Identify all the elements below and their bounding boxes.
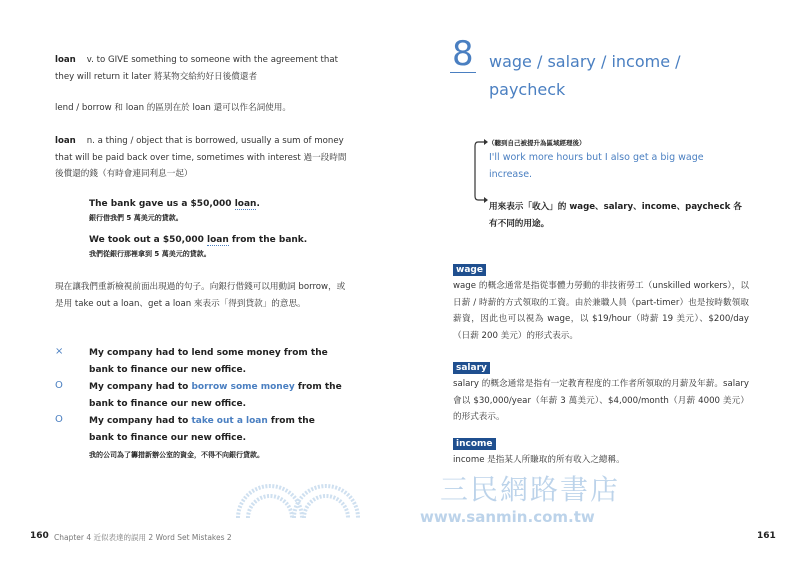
review-paragraph: 現在讓我們重新檢視前面出現過的句子。向銀行借錢可以用動詞 borrow，或是用 take out a loan、get a loan 來表示「得到貸款」的意思。 <box>55 282 346 309</box>
section-number: 8 <box>452 34 474 74</box>
tag-income: income <box>453 438 496 450</box>
page-number-right: 161 <box>757 531 776 541</box>
tag-wage: wage <box>453 264 486 276</box>
definition-text: n. a thing / object that is borrowed, usually a sum of money that will be paid back over time, sometimes with interest 過一段時間後償還的錢（有時會連同利息一起） <box>55 136 347 179</box>
headword: loan <box>55 136 76 146</box>
sentence-correct-1: My company had to borrow some money from the bank to finance our new office. <box>89 382 342 409</box>
watermark-logo <box>228 458 368 518</box>
section-title: wage / salary / income / paycheck <box>489 52 681 99</box>
example-translation: 我們從銀行那裡拿到 5 萬美元的貸款。 <box>89 250 211 258</box>
definition-text: v. to GIVE something to someone with the agreement that they will return it later 將某物交給約好日後償還者 <box>55 55 338 82</box>
definition-noun <box>55 133 350 183</box>
correct-mark-icon: O <box>55 414 63 425</box>
watermark-url: www.sanmin.com.tw <box>420 508 595 526</box>
sentence-wrong: My company had to lend some money from the bank to finance our new office. <box>89 348 328 375</box>
sentence-translation: 我的公司為了籌措新辦公室的資金，不得不向銀行貸款。 <box>89 451 264 459</box>
wage-text: wage 的概念通常是指從事體力勞動的非技術勞工（unskilled workers），以日薪 / 時薪的方式領取的工資。由於兼職人員（part-timer）也是按時數領取薪資，因此也可以視為 wage，以 $19/hour（時薪 19 美元）、$200/day（日薪 200 美元）的形式表示。 <box>453 281 749 341</box>
note: lend / borrow 和 loan 的區別在於 loan 還可以作名詞使用。 <box>55 103 291 113</box>
sentence-correct-2: My company had to take out a loan from the bank to finance our new office. <box>89 416 315 443</box>
example-2: We took out a $50,000 loan from the bank. 我們從銀行那裡拿到 5 萬美元的貸款。 <box>89 235 308 258</box>
footer-chapter: Chapter 4 近似表達的誤用 2 Word Set Mistakes 2 <box>54 533 232 542</box>
example-translation: 銀行借我們 5 萬美元的貸款。 <box>89 214 183 222</box>
wrong-mark-icon: × <box>55 346 64 357</box>
headword: loan <box>55 55 76 65</box>
page-number-left: 160 <box>30 531 49 541</box>
watermark-name: 三民網路書店 <box>440 473 621 506</box>
definition-verb <box>55 52 350 85</box>
context-note: （聽到自己被提升為區域經理後） <box>488 139 586 147</box>
correct-mark-icon: O <box>55 380 63 391</box>
explanation: 用來表示「收入」的 wage、salary、income、paycheck 各有不同的用途。 <box>489 202 742 229</box>
example-1: The bank gave us a $50,000 loan. 銀行借我們 5 萬美元的貸款。 <box>89 199 260 222</box>
tag-salary: salary <box>453 362 490 374</box>
salary-text: salary 的概念通常是指有一定教育程度的工作者所領取的月薪及年薪。salary 會以 $30,000/year（年薪 3 萬美元）、$4,000/month（月薪 4000 美元）的形式表示。 <box>453 379 749 422</box>
example-quote: I'll work more hours but I also get a big wage increase. <box>489 152 704 180</box>
income-text: income 是指某人所賺取的所有收入之總稱。 <box>453 455 625 465</box>
